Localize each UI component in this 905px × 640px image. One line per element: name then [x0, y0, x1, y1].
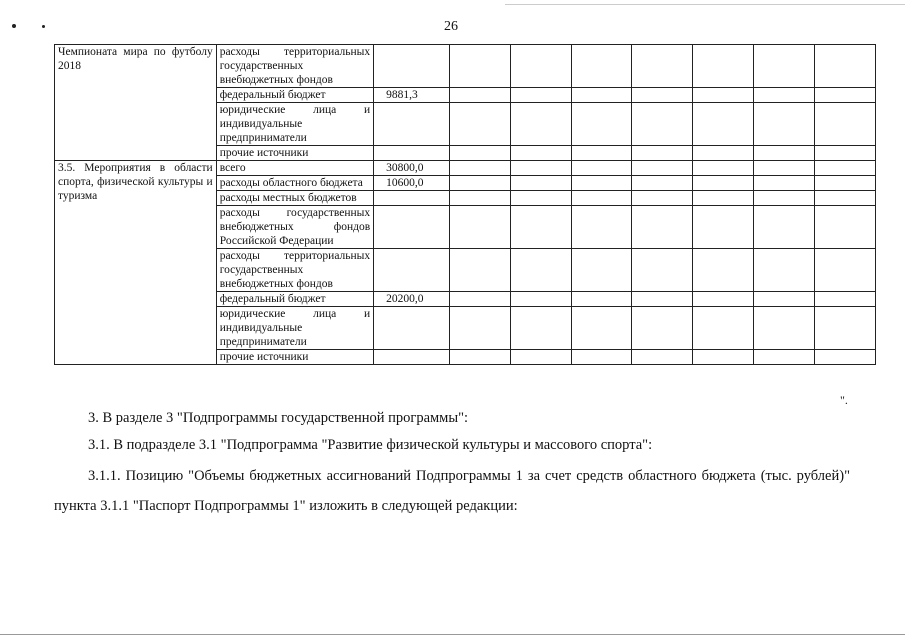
scan-dot: [42, 25, 45, 28]
table-cell-source: всего: [216, 161, 373, 176]
table-row: [55, 45, 876, 88]
table-cell-amount: [374, 206, 450, 249]
table-cell-amount: 9881,3: [374, 88, 450, 103]
closing-quote: ".: [840, 393, 848, 407]
table-cell-event: Чемпионата мира по футболу 2018: [55, 45, 217, 161]
table-cell-amount: [374, 103, 450, 146]
table-cell-source: расходы территориальных государственных внебюджетных фондов: [216, 249, 373, 292]
table-cell-source: юридические лица и индивидуальные предприниматели: [216, 307, 373, 350]
table-cell-amount: 20200,0: [374, 292, 450, 307]
scan-dot: [12, 24, 16, 28]
table-cell-amount: [374, 45, 450, 88]
table-cell-amount: [374, 146, 450, 161]
bottom-rule: [0, 634, 905, 635]
budget-table: [54, 44, 876, 365]
table-cell-source: прочие источники: [216, 146, 373, 161]
table-cell-source: расходы местных бюджетов: [216, 191, 373, 206]
table-cell-amount: 30800,0: [374, 161, 450, 176]
table-cell-amount: [374, 350, 450, 365]
table-cell-amount: 10600,0: [374, 176, 450, 191]
table-cell-source: юридические лица и индивидуальные предприниматели: [216, 103, 373, 146]
paragraph-section-3: 3. В разделе 3 "Подпрограммы государственной программы":: [88, 410, 469, 426]
paragraph-subsection-3-1: 3.1. В подразделе 3.1 "Подпрограмма "Развитие физической культуры и массового спорта":: [88, 437, 653, 453]
table-cell-amount: [374, 249, 450, 292]
table-cell-amount: [374, 191, 450, 206]
top-rule: [505, 4, 905, 5]
table-cell-source: расходы территориальных государственных внебюджетных фондов: [216, 45, 373, 88]
table-cell-source: федеральный бюджет: [216, 292, 373, 307]
table-cell-source: расходы областного бюджета: [216, 176, 373, 191]
table-cell-source: расходы государственных внебюджетных фондов Российской Федерации: [216, 206, 373, 249]
table-cell-source: федеральный бюджет: [216, 88, 373, 103]
paragraph-item-3-1-1: 3.1.1. Позицию "Объемы бюджетных ассигнований Подпрограммы 1 за счет средств областного бюджета (тыс. рублей)" пункта 3.1.1 "Паспорт Подпрограммы 1" изложить в следующей редакции:: [54, 468, 850, 514]
table-row: [55, 161, 876, 176]
page-number: 26: [444, 19, 458, 34]
table-cell-amount: [374, 307, 450, 350]
table-cell-event: 3.5. Мероприятия в области спорта, физической культуры и туризма: [55, 161, 217, 365]
table-cell-source: прочие источники: [216, 350, 373, 365]
